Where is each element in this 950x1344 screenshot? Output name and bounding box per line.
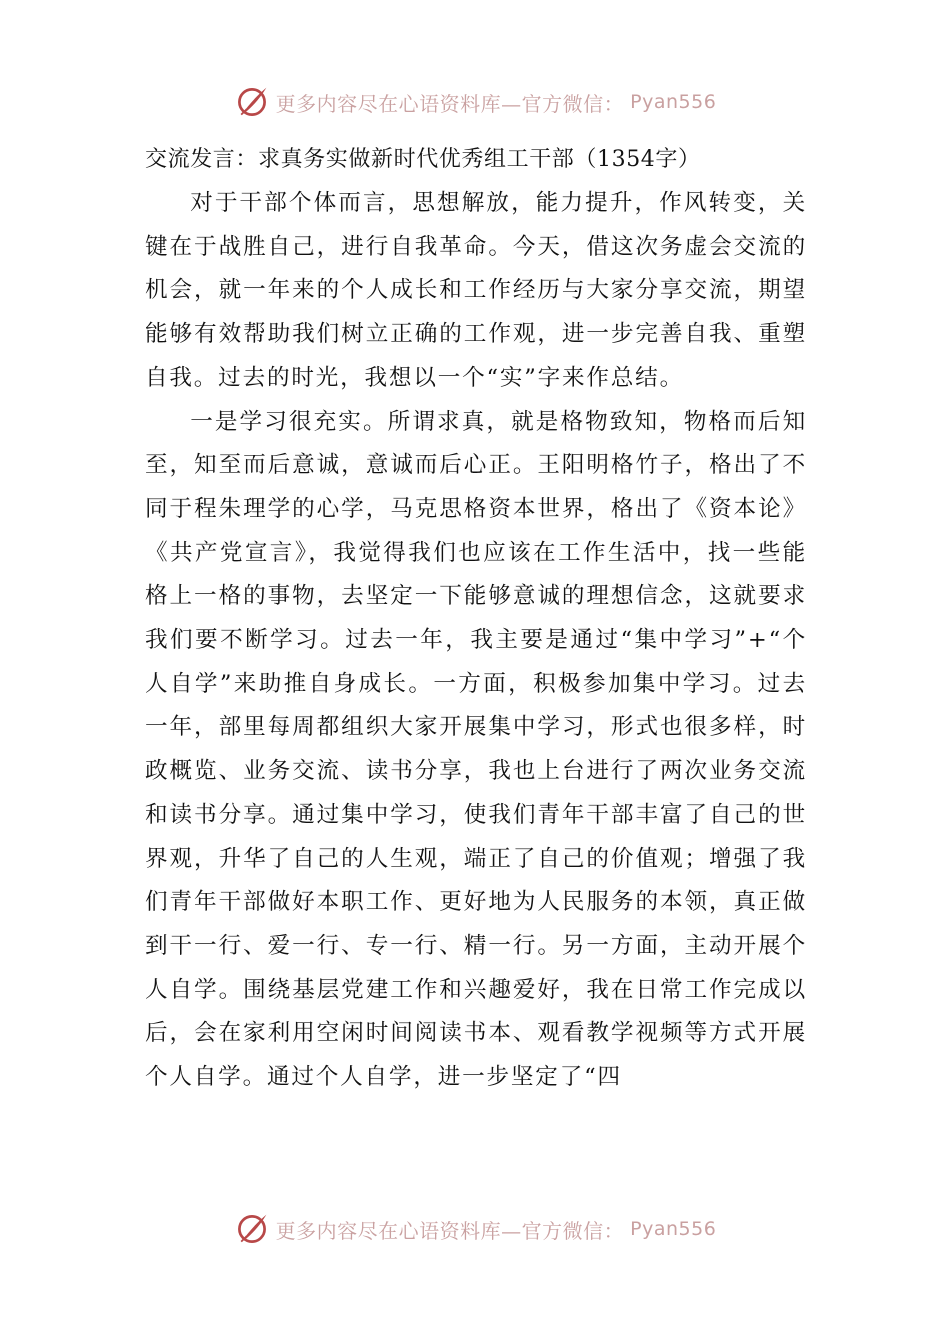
watermark-text: 更多内容尽在心语资料库—官方微信： [275, 91, 625, 116]
watermark-wechat-id: Pyan556 [630, 1218, 717, 1240]
quill-circle-icon [234, 1211, 270, 1247]
paragraph: 一是学习很充实。所谓求真，就是格物致知，物格而后知至，知至而后意诚，意诚而后心正。王阳明格竹子，格出了不同于程朱理学的心学，马克思格资本世界，格出了《资本论》《共产党宣言》，我觉得我们也应该在工作生活中，找一些能格上一格的事物，去坚定一下能够意诚的理想信念，这就要求我们要不断学习。过去一年，我主要是通过“集中学习”+“个人自学”来助推自身成长。一方面，积极参加集中学习。过去一年，部里每周都组织大家开展集中学习，形式也很多样，时政概览、业务交流、读书分享，我也上台进行了两次业务交流和读书分享。通过集中学习，使我们青年干部丰富了自己的世界观，升华了自己的人生观，端正了自己的价值观；增强了我们青年干部做好本职工作、更好地为人民服务的本领，真正做到干一行、爱一行、专一行、精一行。另一方面，主动开展个人自学。围绕基层党建工作和兴趣爱好，我在日常工作完成以后，会在家利用空闲时间阅读书本、观看教学视频等方式开展个人自学。通过个人自学，进一步坚定了“四 [145, 408, 807, 1091]
quill-circle-icon [234, 84, 270, 120]
header-watermark [0, 82, 950, 122]
footer-watermark [0, 1209, 950, 1249]
watermark-text: 更多内容尽在心语资料库—官方微信： [275, 1218, 625, 1243]
document-body [145, 138, 807, 1100]
watermark-wechat-id: Pyan556 [630, 91, 717, 113]
document-title: 交流发言：求真务实做新时代优秀组工干部（1354字） [145, 147, 701, 172]
paragraph: 对于干部个体而言，思想解放，能力提升，作风转变，关键在于战胜自己，进行自我革命。今天，借这次务虚会交流的机会，就一年来的个人成长和工作经历与大家分享交流，期望能够有效帮助我们树立正确的工作观，进一步完善自我、重塑自我。过去的时光，我想以一个“实”字来作总结。 [145, 190, 807, 391]
